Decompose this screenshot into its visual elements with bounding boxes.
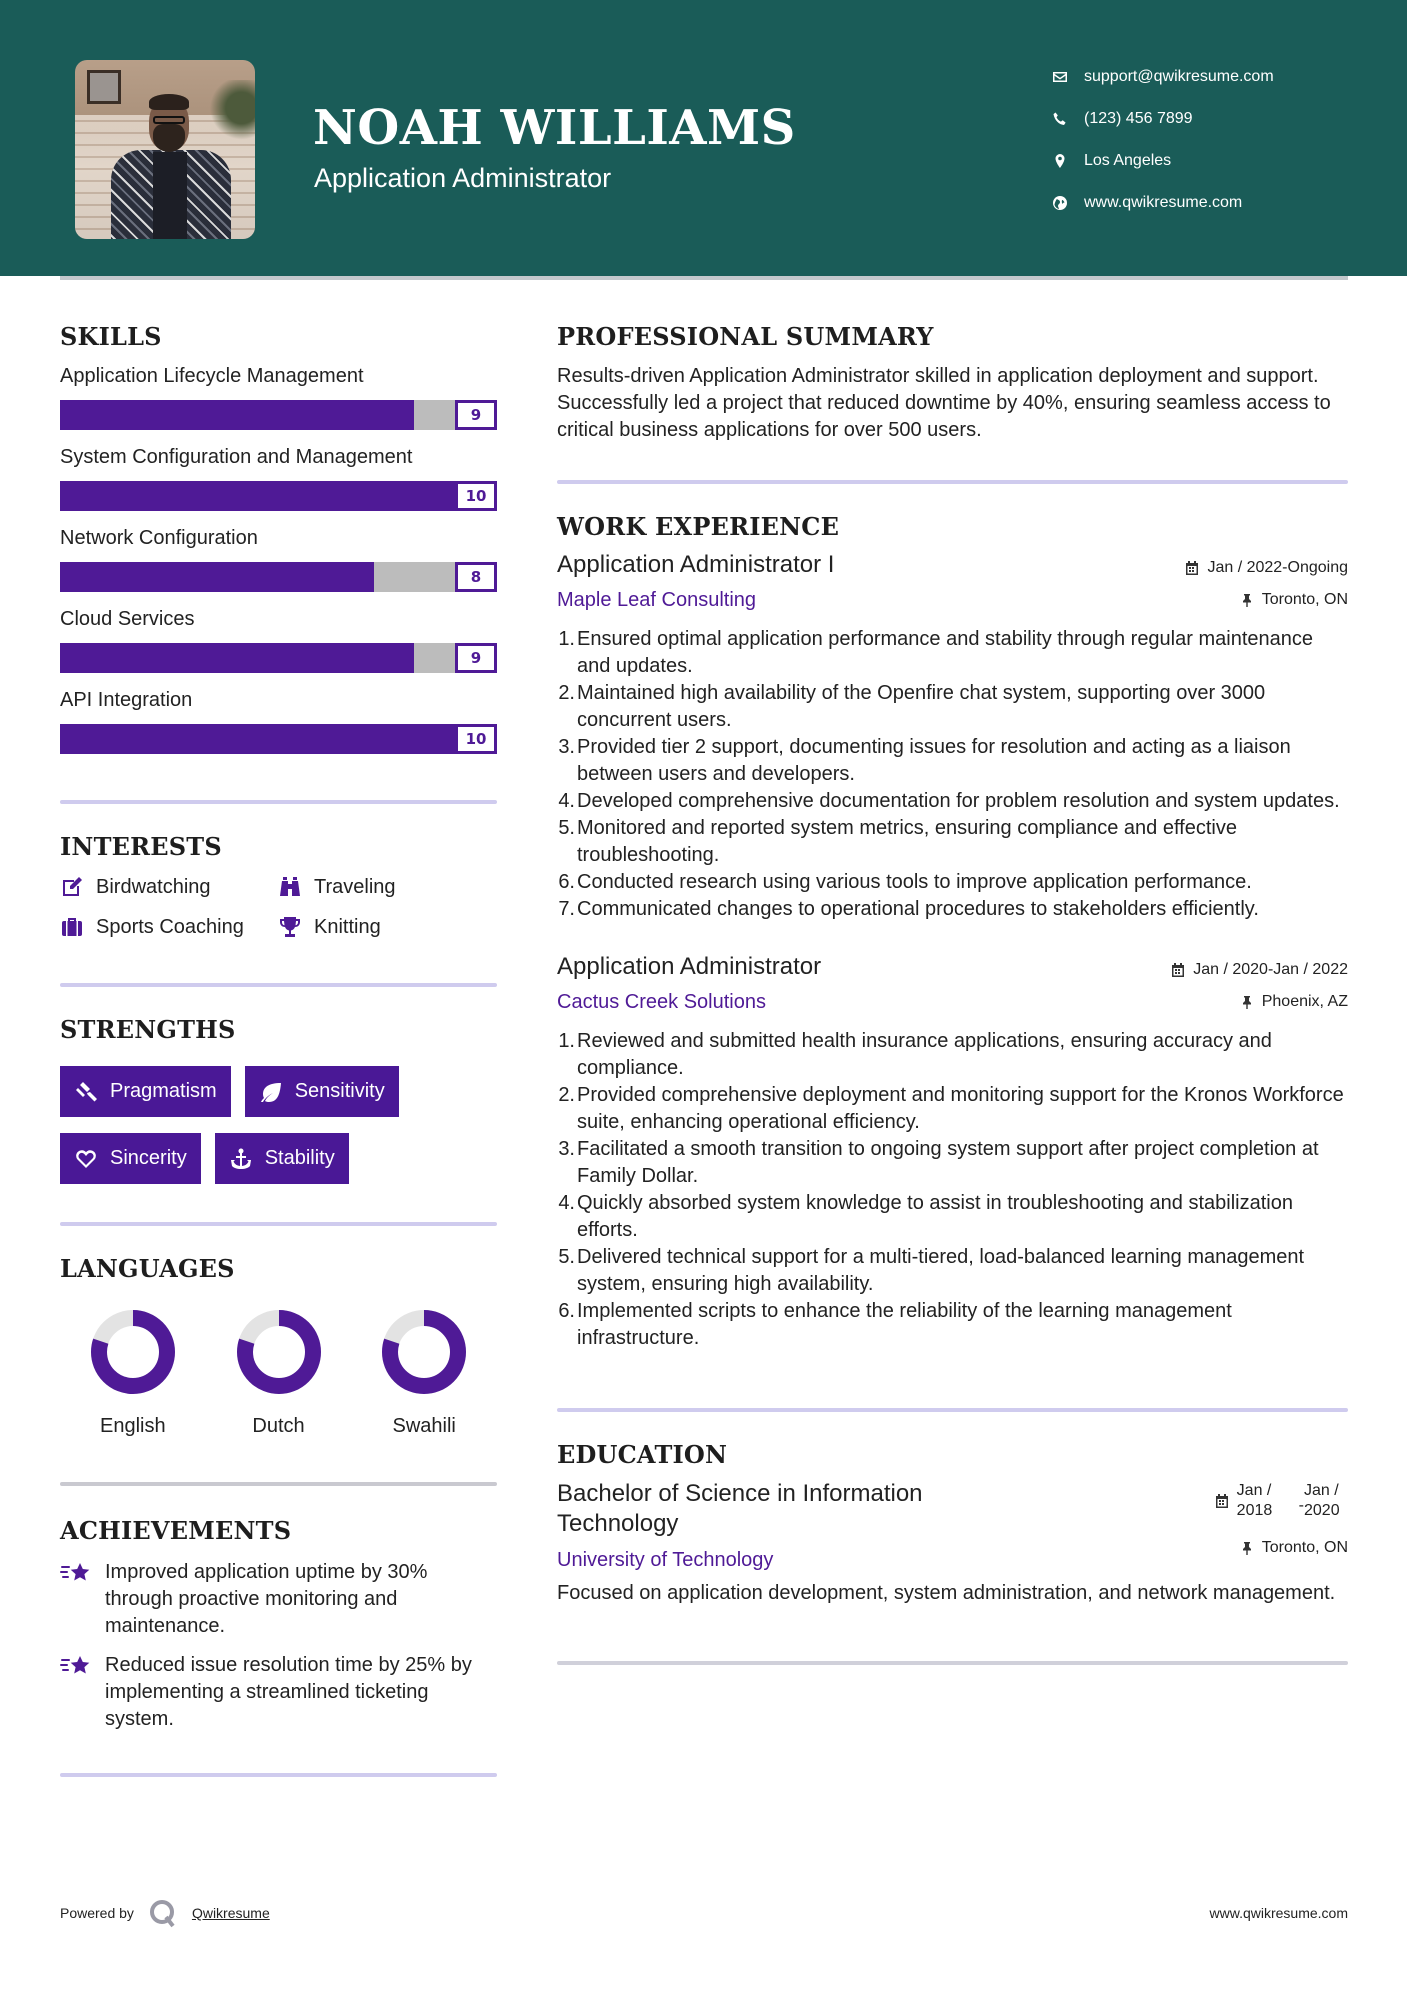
contact-location: [1050, 140, 1274, 182]
achievements-title: ACHIEVEMENTS: [60, 1516, 292, 1545]
powered-by: [60, 1898, 270, 1928]
job-bullet: 1. Ensured optimal application performance and stability through regular maintenance and updates.: [558, 628, 1313, 677]
header-banner: [0, 0, 1407, 276]
skill-score: 10: [455, 724, 497, 754]
interest-item: [60, 915, 278, 939]
trophy-icon: [278, 915, 302, 939]
strengths-section: [60, 987, 497, 1184]
education-start-month: Jan /: [1236, 1482, 1272, 1499]
education-dates: [1215, 1481, 1348, 1521]
contact-email[interactable]: [1050, 56, 1274, 98]
section-divider: [557, 1661, 1348, 1665]
achievement-text: Reduced issue resolution time by 25% by implementing a streamlined ticketing system.: [105, 1654, 472, 1730]
education-title: EDUCATION: [557, 1440, 728, 1469]
skill-bar: [60, 724, 497, 754]
education-start-year: 2018: [1236, 1502, 1273, 1519]
binoculars-icon: [278, 875, 302, 899]
star-icon: [60, 1561, 92, 1589]
interests-title: INTERESTS: [60, 832, 222, 861]
strength-label: Stability: [264, 1147, 335, 1169]
globe-icon: [1052, 195, 1068, 211]
strength-badge: [60, 1133, 201, 1184]
job-location: [1185, 591, 1348, 609]
left-column: [60, 300, 497, 1777]
calendar-icon: [1171, 963, 1185, 977]
qwikresume-logo-icon: [148, 1898, 178, 1928]
job-bullet: 5. Monitored and reported system metrics, ensuring compliance and effective troubleshooting.: [558, 817, 1237, 866]
candidate-name: NOAH WILLIAMS: [313, 100, 796, 156]
languages-section: [60, 1226, 497, 1438]
summary-title: PROFESSIONAL SUMMARY: [557, 322, 934, 351]
contact-list: [1050, 56, 1274, 224]
job-bullet: 4. Quickly absorbed system knowledge to assist in troubleshooting and stabilization efforts.: [558, 1192, 1293, 1241]
experience-title: WORK EXPERIENCE: [557, 512, 840, 541]
job-location-text: Toronto, ON: [1261, 591, 1348, 608]
contact-email-text: support@qwikresume.com: [1084, 68, 1274, 85]
pushpin-icon: [1240, 593, 1254, 607]
skill-bar: [60, 643, 497, 673]
job-dates: [1185, 559, 1348, 577]
job-bullet: 6. Implemented scripts to enhance the reliability of the learning management infrastructure.: [558, 1300, 1232, 1349]
language-label: Swahili: [392, 1415, 456, 1437]
profile-photo: [75, 60, 255, 239]
skill-score: 10: [455, 481, 497, 511]
right-column: [557, 300, 1348, 1665]
strength-label: Sincerity: [110, 1147, 187, 1169]
interest-label: Birdwatching: [96, 875, 211, 898]
contact-website[interactable]: [1050, 182, 1274, 224]
job-bullet: 3. Provided tier 2 support, documenting issues for resolution and acting as a liaison between users and developers.: [558, 736, 1291, 785]
language-item: [206, 1309, 352, 1438]
skill-bar: [60, 400, 497, 430]
education-end-year: 2020: [1304, 1502, 1340, 1519]
calendar-icon: [1215, 1494, 1229, 1508]
section-divider: [60, 1773, 497, 1777]
achievements-section: [60, 1486, 497, 1733]
strengths-title: STRENGTHS: [60, 1015, 236, 1044]
strength-label: Pragmatism: [110, 1080, 217, 1102]
skill-score: 9: [455, 400, 497, 430]
job-bullets: [557, 1028, 1348, 1352]
achievement-item: [60, 1559, 497, 1640]
education-description: Focused on application development, system administration, and network management.: [557, 1582, 1336, 1604]
job-bullet: 2. Maintained high availability of the Openfire chat system, supporting over 3000 concurrent users.: [558, 682, 1266, 731]
skill-score: 8: [455, 562, 497, 592]
degree-title: Bachelor of Science in Information Technology: [557, 1480, 923, 1537]
job-bullet: 2. Provided comprehensive deployment and monitoring support for the Kronos Workforce suite, enhancing operational efficiency.: [558, 1084, 1344, 1133]
language-donut-chart: [90, 1309, 176, 1395]
job-dates-text: Jan / 2022-Ongoing: [1207, 559, 1348, 576]
skill-bar: [60, 481, 497, 511]
footer: [60, 1898, 1348, 1928]
interest-item: [60, 875, 278, 899]
skill-bar-fill: [60, 643, 414, 673]
skill-label: Cloud Services: [60, 608, 195, 630]
languages-title: LANGUAGES: [60, 1254, 235, 1283]
education-end-month: Jan /: [1304, 1482, 1339, 1499]
job-company: Cactus Creek Solutions: [557, 991, 766, 1013]
job-bullet: 4. Developed comprehensive documentation for problem resolution and system updates.: [558, 790, 1340, 812]
skill-item: [60, 527, 497, 592]
interest-item: [278, 915, 478, 939]
map-pin-icon: [1052, 153, 1068, 169]
job-dates: [1171, 961, 1348, 979]
date-separator: -: [1298, 1497, 1304, 1514]
gavel-icon: [74, 1080, 98, 1104]
experience-section: [557, 484, 1348, 1352]
skill-bar-fill: [60, 481, 497, 511]
job-dates-text: Jan / 2020-Jan / 2022: [1193, 961, 1348, 978]
interest-label: Sports Coaching: [96, 915, 244, 938]
contact-location-text: Los Angeles: [1084, 152, 1172, 169]
job-title: Application Administrator I: [557, 551, 835, 578]
job-entry: [557, 551, 1348, 923]
contact-phone[interactable]: [1050, 98, 1274, 140]
skill-label: Network Configuration: [60, 527, 258, 549]
language-donut-chart: [236, 1309, 322, 1395]
skill-item: [60, 365, 497, 430]
strength-badge: [60, 1066, 231, 1117]
job-company: Maple Leaf Consulting: [557, 589, 757, 611]
skill-label: Application Lifecycle Management: [60, 365, 364, 387]
skill-label: System Configuration and Management: [60, 446, 413, 468]
education-location-text: Toronto, ON: [1261, 1539, 1348, 1556]
candidate-role: Application Administrator: [314, 163, 612, 193]
strength-badge: [215, 1133, 349, 1184]
calendar-icon: [1185, 561, 1199, 575]
job-bullets: [557, 626, 1348, 923]
skill-item: [60, 446, 497, 511]
header-divider: [60, 276, 1348, 280]
skill-bar-fill: [60, 400, 414, 430]
heart-icon: [74, 1147, 98, 1171]
job-title: Application Administrator: [557, 953, 822, 980]
leaf-icon: [259, 1080, 283, 1104]
skill-bar-fill: [60, 562, 374, 592]
interest-item: [278, 875, 478, 899]
job-bullet: 6. Conducted research using various tools to improve application performance.: [558, 871, 1252, 893]
education-section: [557, 1412, 1348, 1607]
qwikresume-link[interactable]: Qwikresume: [191, 1905, 270, 1921]
job-bullet: 5. Delivered technical support for a multi-tiered, load-balanced learning management system, ensuring high availability.: [558, 1246, 1305, 1295]
job-location: [1171, 993, 1348, 1011]
briefcase-icon: [60, 915, 84, 939]
job-bullet: 7. Communicated changes to operational procedures to stakeholders efficiently.: [558, 898, 1259, 920]
skill-score: 9: [455, 643, 497, 673]
footer-website-link[interactable]: www.qwikresume.com: [1209, 1905, 1348, 1921]
pushpin-icon: [1240, 995, 1254, 1009]
skill-bar-fill: [60, 724, 497, 754]
language-label: Dutch: [252, 1415, 305, 1437]
language-item: [60, 1309, 206, 1438]
job-entry: [557, 953, 1348, 1352]
envelope-icon: [1052, 69, 1068, 85]
phone-icon: [1052, 111, 1068, 127]
interest-label: Traveling: [314, 875, 396, 898]
summary-text: Results-driven Application Administrator skilled in application deployment and support. Successfully led a project that reduced downtime by 40%, ensuring seamless access to critical business applications for over 500 users.: [557, 365, 1331, 441]
strength-badge: [245, 1066, 399, 1117]
achievement-item: [60, 1652, 497, 1733]
star-icon: [60, 1654, 92, 1682]
summary-section: [557, 300, 1348, 444]
pushpin-icon: [1240, 1541, 1254, 1555]
language-label: English: [100, 1415, 166, 1437]
powered-by-label: Powered by: [60, 1905, 134, 1921]
strength-label: Sensitivity: [294, 1080, 385, 1102]
language-donut-chart: [381, 1309, 467, 1395]
job-bullet: 1. Reviewed and submitted health insurance applications, ensuring accuracy and compliance.: [558, 1030, 1272, 1079]
job-location-text: Phoenix, AZ: [1261, 993, 1348, 1010]
skills-title: SKILLS: [60, 322, 162, 351]
anchor-icon: [229, 1147, 253, 1171]
skill-item: [60, 608, 497, 673]
edit-icon: [60, 875, 84, 899]
contact-phone-text: (123) 456 7899: [1084, 110, 1193, 127]
skill-item: [60, 689, 497, 754]
interests-section: [60, 804, 497, 939]
skill-bar: [60, 562, 497, 592]
language-item: [351, 1309, 497, 1438]
job-bullet: 3. Facilitated a smooth transition to ongoing system support after project completion at Family Dollar.: [558, 1138, 1319, 1187]
contact-website-text: www.qwikresume.com: [1084, 194, 1243, 211]
school-name: University of Technology: [557, 1549, 774, 1571]
interest-label: Knitting: [314, 915, 381, 938]
skill-label: API Integration: [60, 689, 193, 711]
education-location: [1215, 1539, 1348, 1557]
achievement-text: Improved application uptime by 30% through proactive monitoring and maintenance.: [105, 1561, 428, 1637]
skills-section: [60, 300, 497, 754]
